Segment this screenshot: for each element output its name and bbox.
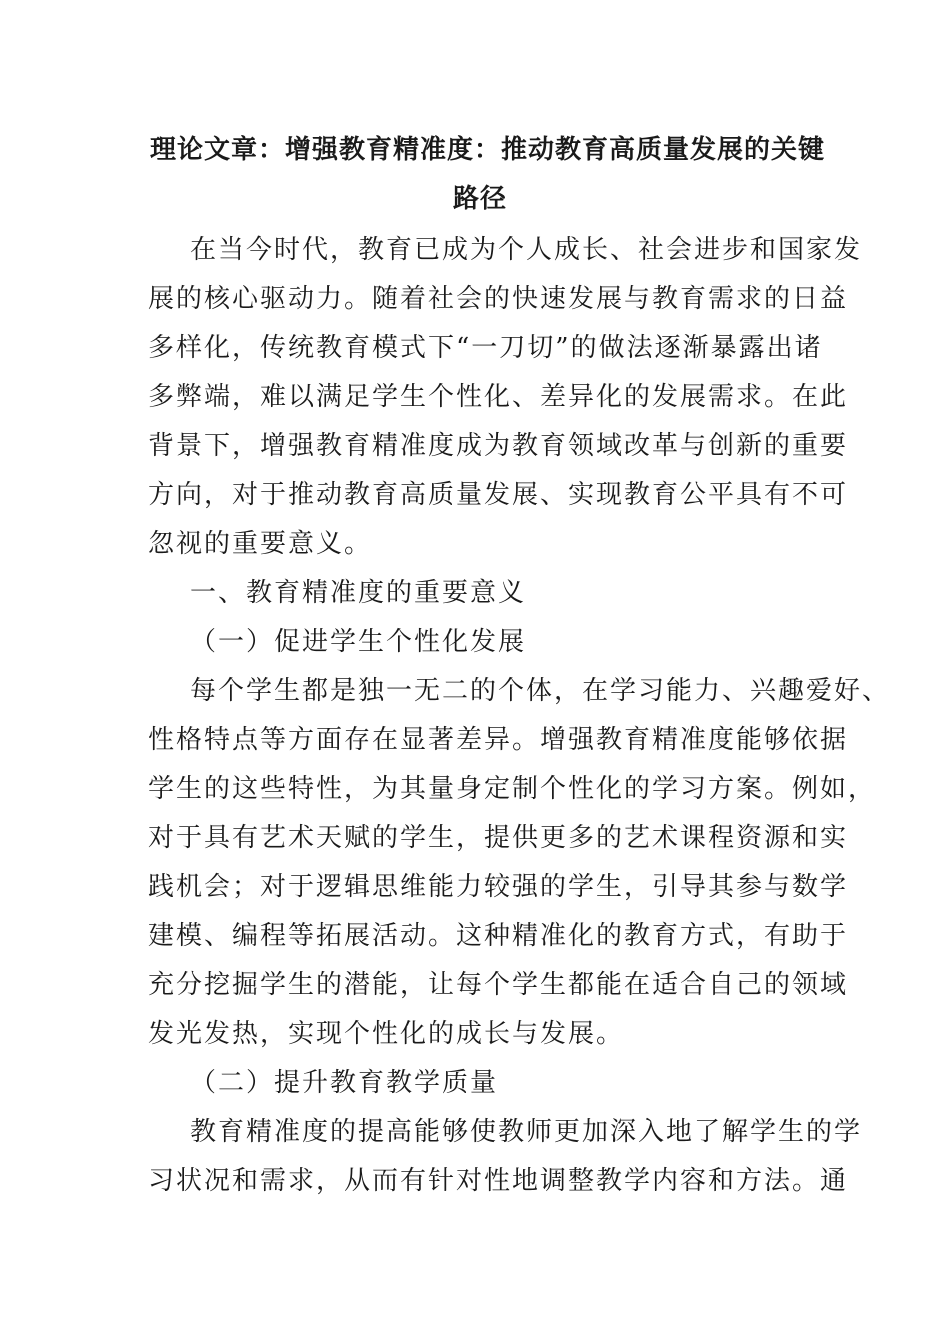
subsection-heading: （二）提升教育教学质量 — [190, 1068, 499, 1098]
paragraph-line: 建模、编程等拓展活动。这种精准化的教育方式，有助于 — [148, 921, 849, 951]
paragraph-line: 在当今时代，教育已成为个人成长、社会进步和国家发 — [190, 235, 863, 265]
paragraph-line: 多样化，传统教育模式下“一刀切”的做法逐渐暴露出诸 — [148, 333, 823, 363]
section-heading: 一、教育精准度的重要意义 — [190, 578, 527, 608]
paragraph-line: 忽视的重要意义。 — [148, 529, 373, 559]
paragraph-line: 展的核心驱动力。随着社会的快速发展与教育需求的日益 — [148, 284, 849, 314]
paragraph-line: 方向，对于推动教育高质量发展、实现教育公平具有不可 — [148, 480, 849, 510]
paragraph-line: 背景下，增强教育精准度成为教育领域改革与创新的重要 — [148, 431, 849, 461]
paragraph-line: 践机会；对于逻辑思维能力较强的学生，引导其参与数学 — [148, 872, 849, 902]
paragraph-line: 发光发热，实现个性化的成长与发展。 — [148, 1019, 625, 1049]
paragraph-line: 每个学生都是独一无二的个体，在学习能力、兴趣爱好、 — [190, 676, 891, 706]
document-title-line-2: 路径 — [452, 184, 507, 214]
paragraph-line: 充分挖掘学生的潜能，让每个学生都能在适合自己的领域 — [148, 970, 849, 1000]
paragraph-line: 性格特点等方面存在显著差异。增强教育精准度能够依据 — [148, 725, 849, 755]
paragraph-line: 多弊端，难以满足学生个性化、差异化的发展需求。在此 — [148, 382, 849, 412]
paragraph-line: 对于具有艺术天赋的学生，提供更多的艺术课程资源和实 — [148, 823, 849, 853]
paragraph-line: 教育精准度的提高能够使教师更加深入地了解学生的学 — [190, 1117, 863, 1147]
paragraph-line: 学生的这些特性，为其量身定制个性化的学习方案。例如， — [148, 774, 877, 804]
document-title-line-1: 理论文章：增强教育精准度：推动教育高质量发展的关键 — [150, 135, 826, 165]
paragraph-line: 习状况和需求，从而有针对性地调整教学内容和方法。通 — [148, 1166, 849, 1196]
subsection-heading: （一）促进学生个性化发展 — [190, 627, 527, 657]
